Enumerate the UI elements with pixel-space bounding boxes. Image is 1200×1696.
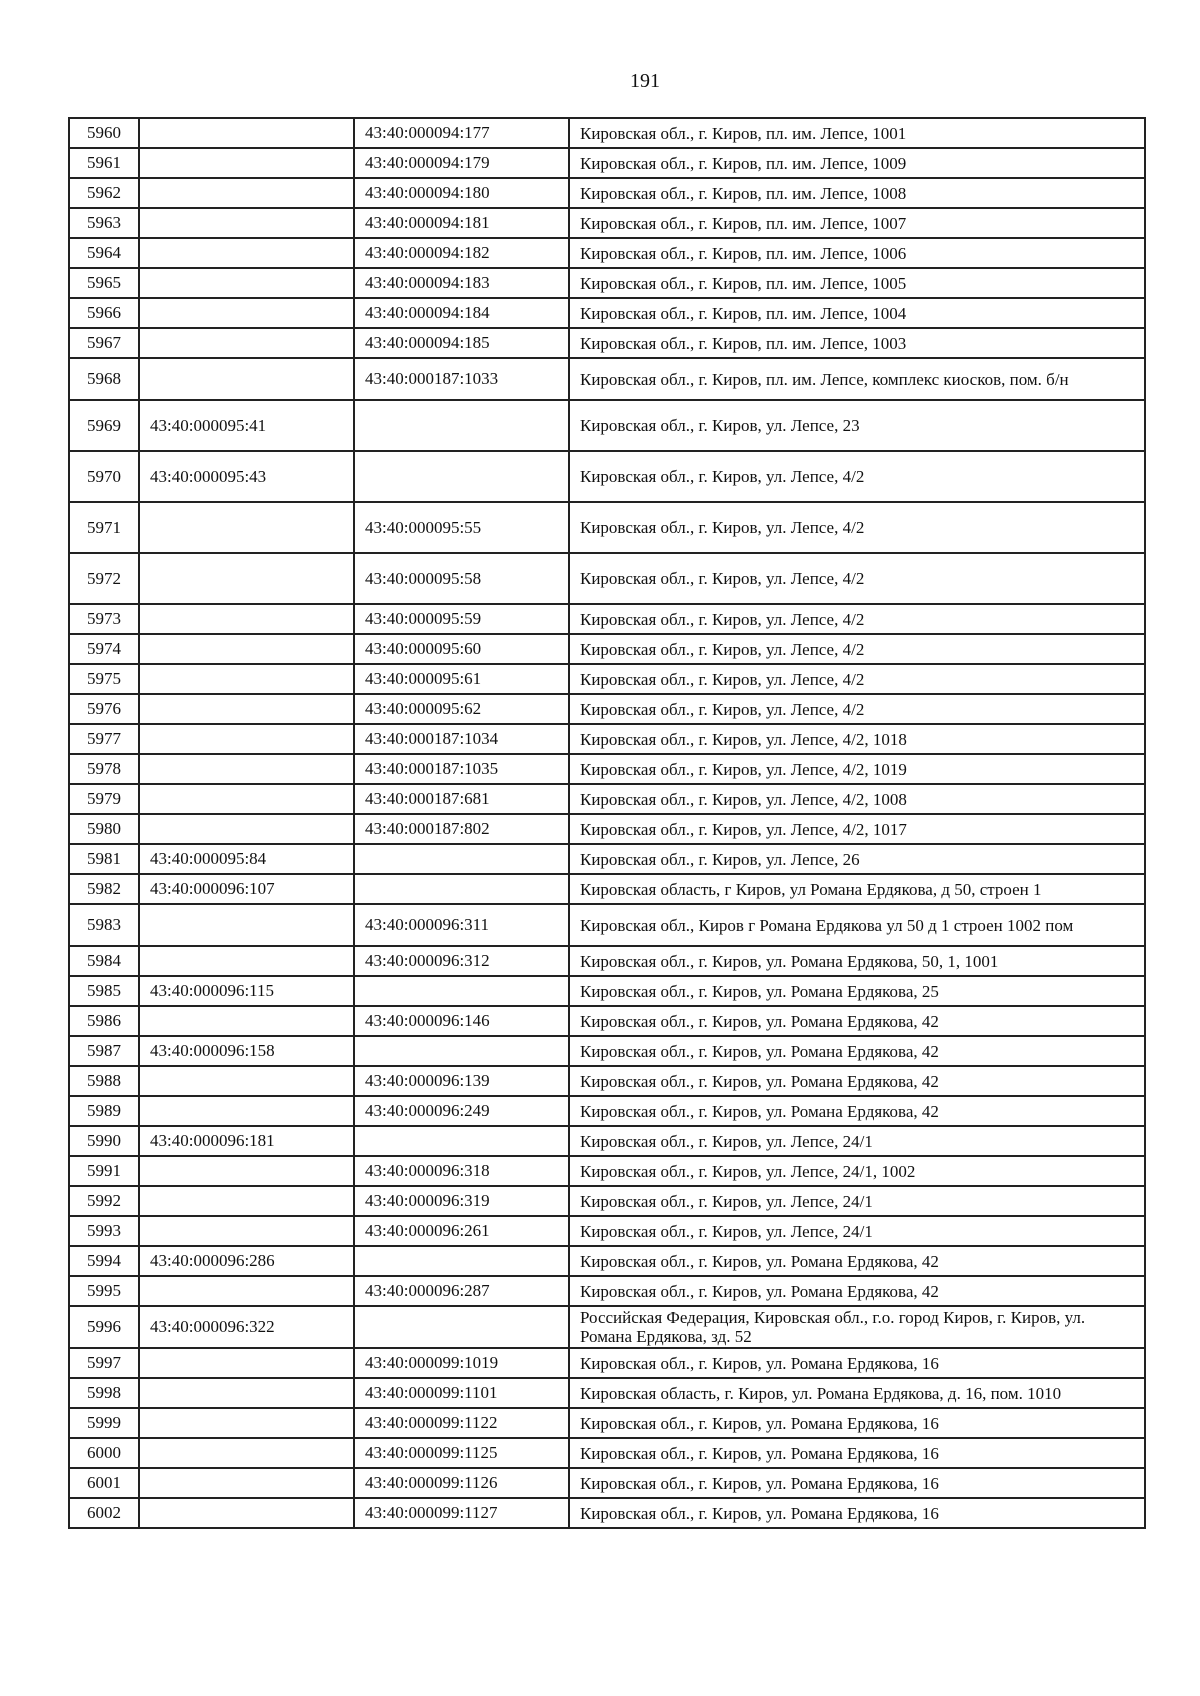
cadastral-number-parcel [139, 268, 354, 298]
cadastral-number-parcel: 43:40:000096:158 [139, 1036, 354, 1066]
cadastral-number-parcel [139, 1156, 354, 1186]
address-cell: Кировская обл., г. Киров, ул. Романа Ердякова, 42 [569, 1276, 1145, 1306]
row-number: 5984 [69, 946, 139, 976]
cadastral-number-parcel [139, 1438, 354, 1468]
table-row [69, 1348, 1145, 1378]
table-row [69, 451, 1145, 502]
cadastral-number-parcel [139, 1186, 354, 1216]
table-row [69, 358, 1145, 400]
table-row [69, 208, 1145, 238]
cadastral-number-parcel [139, 664, 354, 694]
address-cell: Кировская обл., г. Киров, ул. Лепсе, 24/1 [569, 1186, 1145, 1216]
row-number: 5979 [69, 784, 139, 814]
cadastral-number-object: 43:40:000099:1126 [354, 1468, 569, 1498]
row-number: 5969 [69, 400, 139, 451]
cadastral-number-parcel [139, 604, 354, 634]
cadastral-number-object [354, 1036, 569, 1066]
row-number: 5960 [69, 118, 139, 148]
address-cell: Кировская обл., г. Киров, ул. Лепсе, 4/2 [569, 634, 1145, 664]
address-cell: Кировская обл., г. Киров, ул. Романа Ердякова, 50, 1, 1001 [569, 946, 1145, 976]
table-row [69, 784, 1145, 814]
cadastral-number-object: 43:40:000187:681 [354, 784, 569, 814]
table-row [69, 664, 1145, 694]
address-cell: Кировская обл., г. Киров, ул. Романа Ердякова, 42 [569, 1246, 1145, 1276]
cadastral-number-parcel [139, 634, 354, 664]
row-number: 5963 [69, 208, 139, 238]
address-cell: Кировская обл., г. Киров, пл. им. Лепсе, 1004 [569, 298, 1145, 328]
cadastral-number-object [354, 874, 569, 904]
cadastral-number-parcel [139, 298, 354, 328]
cadastral-number-object [354, 1126, 569, 1156]
row-number: 5993 [69, 1216, 139, 1246]
table-row [69, 904, 1145, 946]
cadastral-number-object: 43:40:000094:182 [354, 238, 569, 268]
cadastral-number-object: 43:40:000187:1033 [354, 358, 569, 400]
row-number: 5980 [69, 814, 139, 844]
row-number: 5998 [69, 1378, 139, 1408]
table-row [69, 754, 1145, 784]
cadastral-number-parcel [139, 814, 354, 844]
cadastral-number-object: 43:40:000099:1019 [354, 1348, 569, 1378]
cadastral-number-parcel [139, 694, 354, 724]
address-cell: Кировская обл., г. Киров, пл. им. Лепсе, 1008 [569, 178, 1145, 208]
address-cell: Кировская обл., г. Киров, ул. Романа Ердякова, 42 [569, 1096, 1145, 1126]
address-cell: Кировская обл., г. Киров, ул. Романа Ердякова, 42 [569, 1036, 1145, 1066]
table-row [69, 976, 1145, 1006]
row-number: 5978 [69, 754, 139, 784]
cadastral-number-parcel [139, 1006, 354, 1036]
cadastral-number-object: 43:40:000096:287 [354, 1276, 569, 1306]
row-number: 5964 [69, 238, 139, 268]
address-cell: Кировская обл., г. Киров, ул. Романа Ердякова, 16 [569, 1438, 1145, 1468]
row-number: 5990 [69, 1126, 139, 1156]
table-row [69, 1498, 1145, 1528]
cadastral-number-parcel [139, 784, 354, 814]
table-row [69, 634, 1145, 664]
row-number: 5994 [69, 1246, 139, 1276]
cadastral-number-object: 43:40:000096:146 [354, 1006, 569, 1036]
cadastral-number-parcel [139, 553, 354, 604]
cadastral-number-object: 43:40:000095:61 [354, 664, 569, 694]
table-row [69, 238, 1145, 268]
row-number: 6001 [69, 1468, 139, 1498]
cadastral-number-object: 43:40:000095:58 [354, 553, 569, 604]
table-row [69, 604, 1145, 634]
cadastral-number-parcel [139, 946, 354, 976]
row-number: 5968 [69, 358, 139, 400]
cadastral-number-object: 43:40:000096:318 [354, 1156, 569, 1186]
row-number: 5985 [69, 976, 139, 1006]
cadastral-number-object [354, 976, 569, 1006]
cadastral-number-parcel [139, 1216, 354, 1246]
row-number: 5997 [69, 1348, 139, 1378]
cadastral-number-object: 43:40:000099:1127 [354, 1498, 569, 1528]
cadastral-number-object: 43:40:000094:179 [354, 148, 569, 178]
address-cell: Кировская обл., г. Киров, пл. им. Лепсе, комплекс киосков, пом. б/н [569, 358, 1145, 400]
table-row [69, 553, 1145, 604]
cadastral-number-parcel [139, 1066, 354, 1096]
row-number: 5991 [69, 1156, 139, 1186]
cadastral-number-parcel [139, 148, 354, 178]
row-number: 5989 [69, 1096, 139, 1126]
row-number: 5975 [69, 664, 139, 694]
row-number: 5970 [69, 451, 139, 502]
cadastral-number-parcel [139, 208, 354, 238]
table-row [69, 298, 1145, 328]
row-number: 5977 [69, 724, 139, 754]
table-row [69, 1036, 1145, 1066]
cadastral-number-object: 43:40:000096:261 [354, 1216, 569, 1246]
cadastral-number-object: 43:40:000095:60 [354, 634, 569, 664]
cadastral-number-object [354, 451, 569, 502]
cadastral-number-parcel [139, 502, 354, 553]
row-number: 5992 [69, 1186, 139, 1216]
cadastral-number-parcel: 43:40:000095:43 [139, 451, 354, 502]
row-number: 5961 [69, 148, 139, 178]
table-row [69, 1096, 1145, 1126]
address-cell: Кировская обл., г. Киров, ул. Лепсе, 4/2 [569, 664, 1145, 694]
row-number: 5967 [69, 328, 139, 358]
table-row [69, 1408, 1145, 1438]
row-number: 5999 [69, 1408, 139, 1438]
cadastral-number-parcel [139, 1276, 354, 1306]
cadastral-number-object: 43:40:000096:139 [354, 1066, 569, 1096]
cadastral-number-parcel: 43:40:000096:322 [139, 1306, 354, 1348]
table-row [69, 1378, 1145, 1408]
row-number: 5976 [69, 694, 139, 724]
page-number: 191 [630, 70, 660, 92]
address-cell: Кировская обл., г. Киров, ул. Романа Ердякова, 42 [569, 1006, 1145, 1036]
table-row [69, 400, 1145, 451]
row-number: 6002 [69, 1498, 139, 1528]
address-cell: Кировская обл., г. Киров, ул. Романа Ердякова, 16 [569, 1468, 1145, 1498]
address-cell: Кировская обл., г. Киров, пл. им. Лепсе, 1007 [569, 208, 1145, 238]
cadastral-number-parcel [139, 724, 354, 754]
cadastral-number-object: 43:40:000095:55 [354, 502, 569, 553]
cadastral-number-parcel: 43:40:000096:115 [139, 976, 354, 1006]
cadastral-number-parcel [139, 1468, 354, 1498]
address-cell: Кировская обл., г. Киров, ул. Романа Ердякова, 42 [569, 1066, 1145, 1096]
cadastral-number-parcel [139, 1408, 354, 1438]
cadastral-number-parcel [139, 238, 354, 268]
table-row [69, 1006, 1145, 1036]
table-row [69, 1066, 1145, 1096]
cadastral-number-parcel [139, 754, 354, 784]
table-row [69, 694, 1145, 724]
table-row [69, 1438, 1145, 1468]
address-cell: Кировская обл., г. Киров, ул. Романа Ердякова, 25 [569, 976, 1145, 1006]
table-row [69, 844, 1145, 874]
row-number: 5986 [69, 1006, 139, 1036]
address-cell: Кировская обл., г. Киров, пл. им. Лепсе, 1003 [569, 328, 1145, 358]
address-cell: Кировская обл., г. Киров, ул. Лепсе, 4/2 [569, 502, 1145, 553]
table-row [69, 874, 1145, 904]
cadastral-number-object: 43:40:000096:312 [354, 946, 569, 976]
row-number: 5981 [69, 844, 139, 874]
table-row [69, 1186, 1145, 1216]
row-number: 5965 [69, 268, 139, 298]
table-row [69, 814, 1145, 844]
cadastral-number-object: 43:40:000099:1125 [354, 1438, 569, 1468]
cadastral-number-object: 43:40:000094:180 [354, 178, 569, 208]
cadastral-number-parcel: 43:40:000096:107 [139, 874, 354, 904]
row-number: 5974 [69, 634, 139, 664]
cadastral-number-parcel: 43:40:000095:84 [139, 844, 354, 874]
address-cell: Кировская обл., г. Киров, пл. им. Лепсе, 1001 [569, 118, 1145, 148]
address-cell: Кировская обл., г. Киров, ул. Лепсе, 4/2, 1018 [569, 724, 1145, 754]
cadastral-number-object: 43:40:000094:185 [354, 328, 569, 358]
row-number: 6000 [69, 1438, 139, 1468]
row-number: 5972 [69, 553, 139, 604]
address-cell: Кировская обл., г. Киров, ул. Романа Ердякова, 16 [569, 1498, 1145, 1528]
address-cell: Кировская обл., г. Киров, ул. Лепсе, 4/2 [569, 553, 1145, 604]
address-cell: Кировская обл., г. Киров, ул. Лепсе, 24/1, 1002 [569, 1156, 1145, 1186]
table-row [69, 1468, 1145, 1498]
cadastral-number-object: 43:40:000094:177 [354, 118, 569, 148]
cadastral-number-object: 43:40:000094:183 [354, 268, 569, 298]
table-row [69, 502, 1145, 553]
cadastral-number-object: 43:40:000096:311 [354, 904, 569, 946]
address-cell: Кировская обл., г. Киров, пл. им. Лепсе, 1009 [569, 148, 1145, 178]
address-cell: Российская Федерация, Кировская обл., г.о. город Киров, г. Киров, ул. Романа Ердякова, зд. 52 [569, 1306, 1145, 1348]
row-number: 5983 [69, 904, 139, 946]
cadastral-number-parcel [139, 904, 354, 946]
cadastral-number-parcel [139, 1378, 354, 1408]
cadastral-number-parcel [139, 1498, 354, 1528]
address-cell: Кировская обл., г. Киров, ул. Лепсе, 4/2, 1019 [569, 754, 1145, 784]
cadastral-number-parcel [139, 118, 354, 148]
cadastral-number-object: 43:40:000096:249 [354, 1096, 569, 1126]
row-number: 5966 [69, 298, 139, 328]
address-cell: Кировская обл., г. Киров, пл. им. Лепсе, 1006 [569, 238, 1145, 268]
cadastral-number-object: 43:40:000096:319 [354, 1186, 569, 1216]
cadastral-number-parcel [139, 1096, 354, 1126]
address-cell: Кировская обл., г. Киров, ул. Лепсе, 23 [569, 400, 1145, 451]
table-row [69, 1126, 1145, 1156]
cadastral-number-object: 43:40:000094:181 [354, 208, 569, 238]
table-row [69, 724, 1145, 754]
table-row [69, 1216, 1145, 1246]
address-cell: Кировская обл., г. Киров, ул. Лепсе, 24/1 [569, 1216, 1145, 1246]
row-number: 5971 [69, 502, 139, 553]
row-number: 5996 [69, 1306, 139, 1348]
address-cell: Кировская обл., г. Киров, ул. Романа Ердякова, 16 [569, 1408, 1145, 1438]
row-number: 5982 [69, 874, 139, 904]
table-row [69, 1156, 1145, 1186]
cadastral-number-object: 43:40:000187:1034 [354, 724, 569, 754]
address-cell: Кировская обл., г. Киров, ул. Лепсе, 24/1 [569, 1126, 1145, 1156]
cadastral-number-object: 43:40:000095:62 [354, 694, 569, 724]
cadastral-number-parcel [139, 1348, 354, 1378]
table-row [69, 1246, 1145, 1276]
row-number: 5988 [69, 1066, 139, 1096]
cadastral-number-object: 43:40:000094:184 [354, 298, 569, 328]
cadastral-number-parcel: 43:40:000095:41 [139, 400, 354, 451]
table-row [69, 328, 1145, 358]
address-cell: Кировская обл., г. Киров, ул. Лепсе, 4/2 [569, 694, 1145, 724]
cadastral-number-object: 43:40:000099:1122 [354, 1408, 569, 1438]
cadastral-number-object [354, 400, 569, 451]
address-cell: Кировская обл., г. Киров, ул. Романа Ердякова, 16 [569, 1348, 1145, 1378]
cadastral-number-object: 43:40:000099:1101 [354, 1378, 569, 1408]
cadastral-number-parcel [139, 328, 354, 358]
table-row [69, 118, 1145, 148]
address-cell: Кировская обл., г. Киров, ул. Лепсе, 26 [569, 844, 1145, 874]
row-number: 5962 [69, 178, 139, 208]
cadastral-number-object: 43:40:000187:1035 [354, 754, 569, 784]
address-cell: Кировская обл., г. Киров, ул. Лепсе, 4/2 [569, 604, 1145, 634]
table-row [69, 178, 1145, 208]
cadastral-number-object: 43:40:000095:59 [354, 604, 569, 634]
table-row [69, 268, 1145, 298]
cadastral-number-parcel: 43:40:000096:181 [139, 1126, 354, 1156]
cadastral-number-object [354, 844, 569, 874]
row-number: 5987 [69, 1036, 139, 1066]
cadastral-number-parcel [139, 178, 354, 208]
table-row [69, 148, 1145, 178]
address-cell: Кировская обл., Киров г Романа Ердякова ул 50 д 1 строен 1002 пом [569, 904, 1145, 946]
table-row [69, 946, 1145, 976]
address-cell: Кировская обл., г. Киров, ул. Лепсе, 4/2, 1017 [569, 814, 1145, 844]
cadastral-number-parcel [139, 358, 354, 400]
table-row [69, 1306, 1145, 1348]
cadastral-number-object [354, 1246, 569, 1276]
table-row [69, 1276, 1145, 1306]
cadastral-number-parcel: 43:40:000096:286 [139, 1246, 354, 1276]
row-number: 5995 [69, 1276, 139, 1306]
row-number: 5973 [69, 604, 139, 634]
address-cell: Кировская обл., г. Киров, ул. Лепсе, 4/2, 1008 [569, 784, 1145, 814]
address-cell: Кировская область, г Киров, ул Романа Ердякова, д 50, строен 1 [569, 874, 1145, 904]
cadastral-table [68, 117, 1146, 1529]
cadastral-number-object [354, 1306, 569, 1348]
address-cell: Кировская область, г. Киров, ул. Романа Ердякова, д. 16, пом. 1010 [569, 1378, 1145, 1408]
address-cell: Кировская обл., г. Киров, ул. Лепсе, 4/2 [569, 451, 1145, 502]
cadastral-number-object: 43:40:000187:802 [354, 814, 569, 844]
address-cell: Кировская обл., г. Киров, пл. им. Лепсе, 1005 [569, 268, 1145, 298]
